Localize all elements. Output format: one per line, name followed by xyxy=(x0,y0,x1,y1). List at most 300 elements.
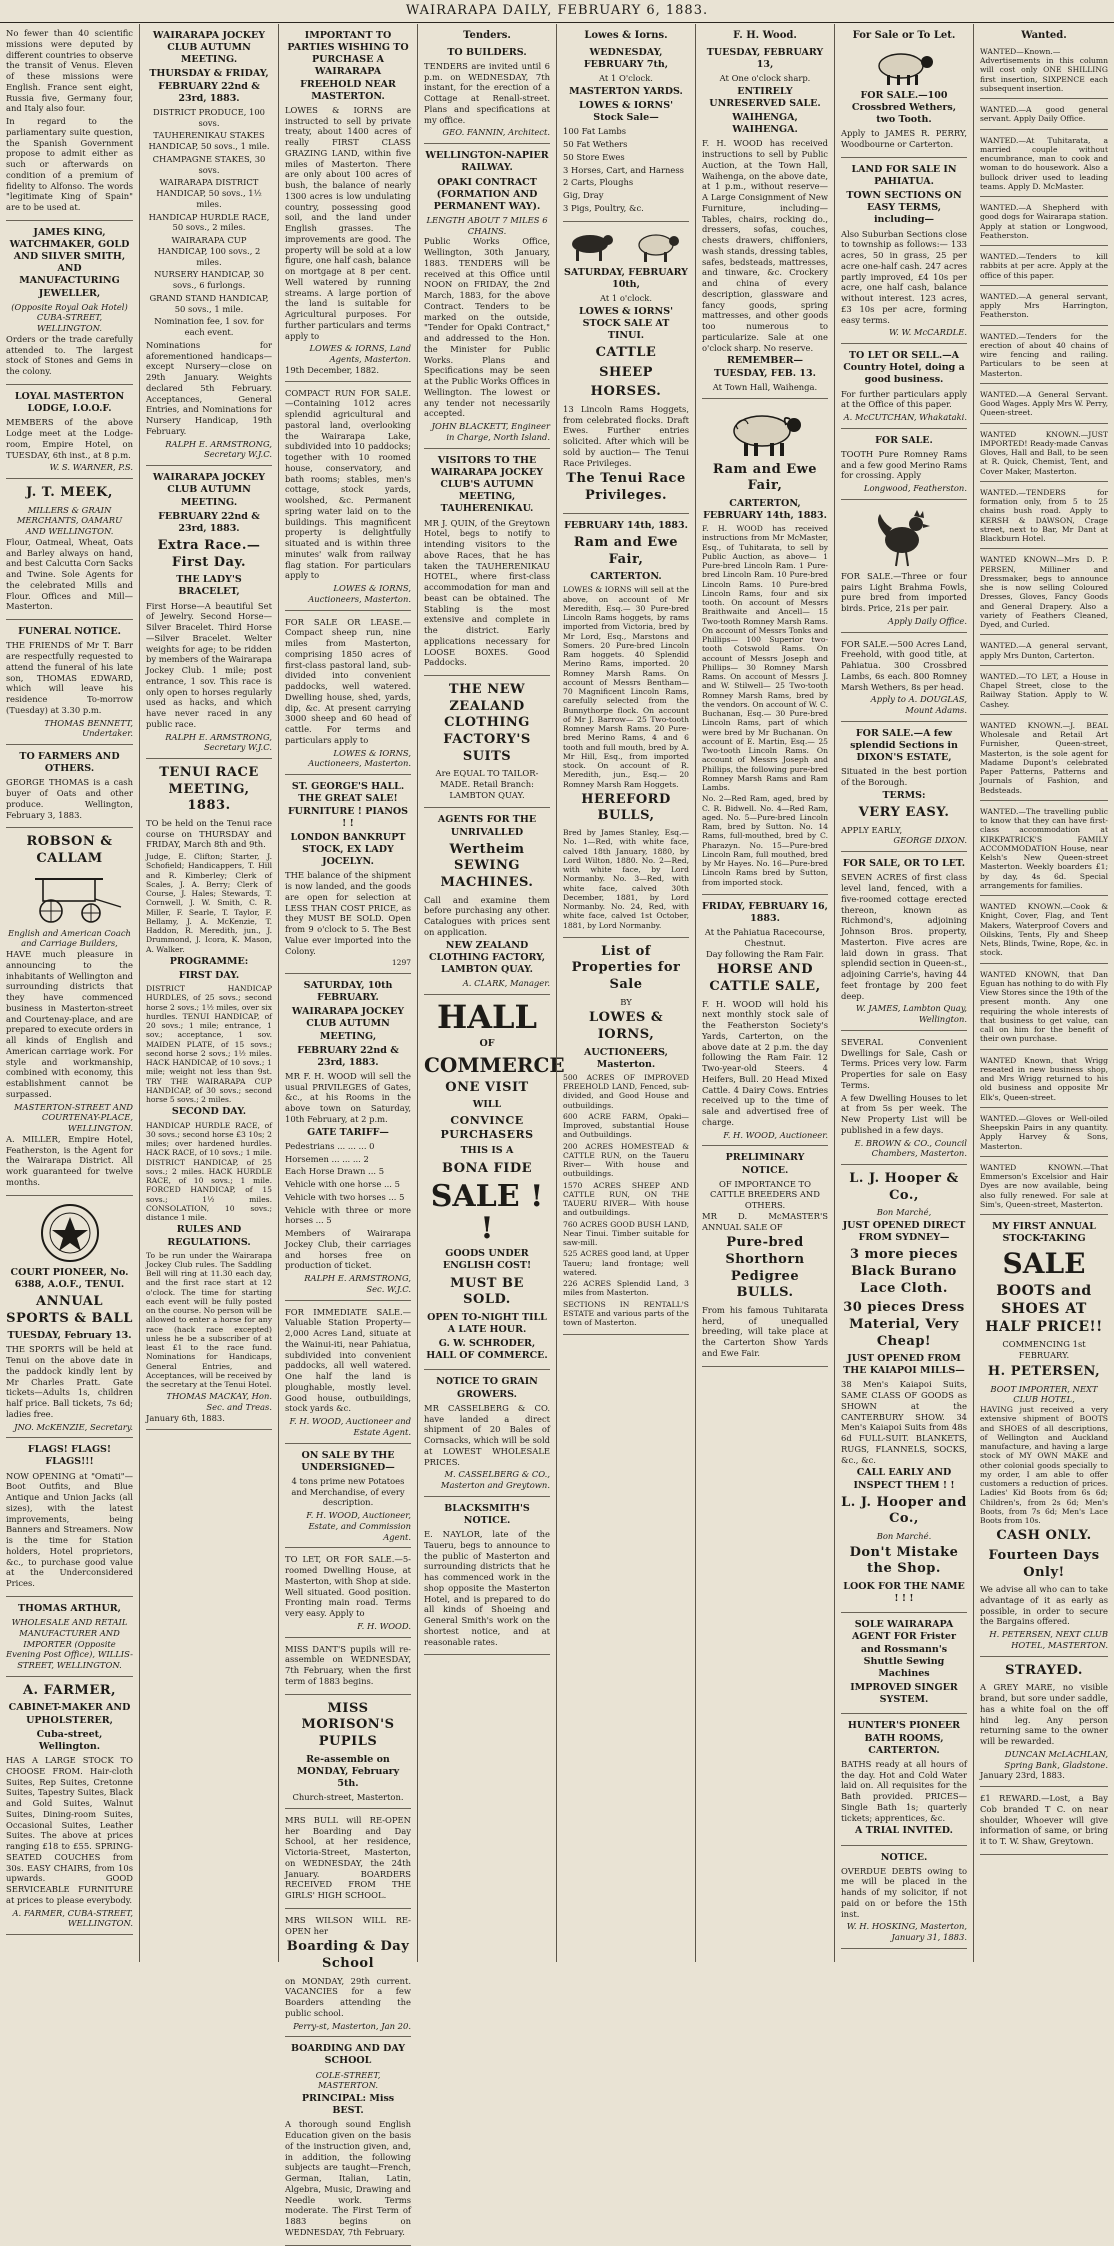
ad-body: FOR IMMEDIATE SALE.—Valuable Station Property—2,000 Acres Land, situate at the Wainui-iti, near Pahiatua, subdivided into convenient paddocks, all well watered. One half the land is ploughable, mostly level. Good house, outbuildings, stock yards &c. xyxy=(285,1306,411,1414)
ad-title: H. PETERSEN, xyxy=(987,1363,1101,1379)
ad-title: HUNTER'S PIONEER BATH ROOMS, CARTERTON. xyxy=(847,1720,961,1756)
ad-body: Situated in the best portion of the Borough. xyxy=(841,766,967,788)
ad-body: First Horse—A beautiful Set of Jewelry. Second Horse—Silver Bracelet. Third Horse—Silver Bracelet. Welter weights for age; to be ridden by members of the Wairarapa Jockey Club. 1 mile; post entrance, 1 sov. This race is only open to horses regularly used as hacks, and which have never raced in any public race. xyxy=(146,600,272,729)
ad-signature: F. H. WOOD, Auctioneer, Estate, and Commission Agent. xyxy=(306,1510,411,1542)
ad-body: LOWES & IORNS are instructed to sell by private treaty, about 1400 acres of really FIRST CLASS GRAZING LAND, within five miles of Masterton. There are only about 100 acres of bush, the balance of nearly 1300 acres is low undulating country, possessing good soil, and the land under English grasses. The improvements are good. The property will be sold at a low figure, one half cash, balance on mortgage at 8 per cent. Well watered by running streams. A large portion of the land is suitable for Agricultural purposes. For further particulars and terms apply to xyxy=(285,104,411,341)
ad-subtitle: AUCTIONEERS, Masterton. xyxy=(584,1046,668,1070)
ad-dwelling xyxy=(841,858,967,1031)
stock-item: Gig, Dray xyxy=(563,190,604,201)
wanted-item: WANTED.—At Tuhitarata, a married couple without encumbrance, man to cook and woman to do housework. Also a bullock driver used to leading teams. Apply D. McMaster. xyxy=(980,136,1108,198)
ad-signature: RALPH E. ARMSTRONG, Secretary W.J.C. xyxy=(165,438,272,460)
ad-note: Nomination fee, 1 sov. for each event. xyxy=(154,316,264,338)
gate-tariff-row: Vehicle with three or more horses ... 5 xyxy=(285,1204,411,1226)
ad-title: L. J. Hooper and Co., xyxy=(841,1494,967,1527)
ad-railway xyxy=(424,150,550,449)
ad-place: CARTERTON. xyxy=(590,571,662,583)
ad-signature: Apply Daily Office. xyxy=(887,615,967,626)
ad-body: From his famous Tuhitarata herd, of unequalled breeding, will take place at the Carterton Show Yards and Ewe Fair. xyxy=(702,1304,828,1358)
wanted-list xyxy=(980,47,1108,1215)
ad-body: 13 Lincoln Rams Hoggets, from celebrated flocks. Draft Ewes. Further entries solicited. After which will be sold by auction— The Tenui Race Privileges. xyxy=(563,403,689,468)
section-title: PROGRAMME: xyxy=(169,955,249,967)
ad-arthur xyxy=(6,1603,133,1677)
ad-freehold xyxy=(285,30,411,382)
column-7 xyxy=(834,24,973,1962)
ad-title: WAIHENGA, WAIHENGA. xyxy=(732,112,798,136)
event-list xyxy=(146,107,272,315)
ad-hall-of-commerce xyxy=(424,997,565,1371)
ad-title: SATURDAY, 10th FEBRUARY. xyxy=(303,979,393,1004)
wanted-item: WANTED.—The travelling public to know that they can have first-class accommodation at KIRKPATRICK'S FAMILY ACCOMMODATION House, near Kelsh's New Queen-street Masterton. Weekly boarders £1; by day, 4s 6d. Special arrangements for families. xyxy=(980,807,1108,896)
ad-title: Extra Race.—First Day. xyxy=(157,537,261,570)
ad-title: Ram and Ewe Fair, xyxy=(573,534,679,567)
ad-body: We advise all who can to take advantage of it as early as possible, in order to secure the Bargains offered. xyxy=(980,1584,1108,1627)
ad-body: A thorough sound English Education given on the basis of the instruction given, and, in addition, the following subjects are taught—French, German, Italian, Latin, Algebra, Music, Drawing and Needle work. Terms moderate. The First Term of 1883 begins on WEDNESDAY, 7th February. xyxy=(285,2119,411,2237)
ad-subtitle: WHOLESALE AND RETAIL MANUFACTURER AND IMPORTER (Opposite Evening Post Office), WILLIS-STREET, WELLINGTON. xyxy=(6,1617,133,1671)
ad-title: J. T. MEEK, xyxy=(26,485,113,500)
ad-date: TUESDAY, FEBRUARY 13, xyxy=(706,46,824,70)
ad-notice xyxy=(841,1852,967,1949)
ad-signature: GEO. FANNIN, Architect. xyxy=(442,127,550,138)
ad-robson xyxy=(6,834,133,1195)
event-item: HANDICAP HURDLE RACE, 50 sovs., 2 miles. xyxy=(148,211,270,233)
ad-title: L. J. Hooper & Co., xyxy=(849,1171,959,1203)
ad-subtitle: BOOT IMPORTER, NEXT CLUB HOTEL, xyxy=(990,1383,1098,1405)
ad-body: MRS BULL will RE-OPEN her Boarding and Day School, at her residence, Victoria-Street, Masterton, on WEDNESDAY, the 24th January. BOARDERS RECEIVED FROM THE GIRLS' HIGH SCHOOL. xyxy=(285,1814,411,1901)
ad-meek xyxy=(6,485,133,620)
ad-signature: F. H. WOOD, Auctioneer and Estate Agent. xyxy=(289,1416,411,1437)
event-item: GRAND STAND HANDICAP, 50 sovs., 1 mile. xyxy=(149,292,269,314)
ad-date: FEBRUARY 22nd & 23rd, 1883. xyxy=(297,1044,399,1068)
ad-line: APPLY EARLY, xyxy=(841,824,903,835)
ad-title: Boarding & Day School xyxy=(286,1939,410,1971)
ad-word: CATTLE xyxy=(595,345,657,361)
ad-word: HORSES. xyxy=(590,384,662,400)
ad-body: For further particulars apply at the Office of this paper. xyxy=(841,388,967,410)
column-heading: Tenders. xyxy=(463,30,511,41)
column-2 xyxy=(139,24,278,1962)
ad-signature: W. W. McCARDLE. xyxy=(888,327,967,338)
ad-body: TO LET, OR FOR SALE.—5-roomed Dwelling House, at Masterton, with Shop at side. Well situated. Good position. Fronting main road. Terms very easy. Apply to xyxy=(285,1554,411,1619)
ad-line: CASH ONLY. xyxy=(996,1528,1092,1544)
ad-line: CONVINCE PURCHASERS xyxy=(440,1114,534,1142)
ad-body: F. H. WOOD will hold his next monthly stock sale of the Featherston Society's Yards, Carterton, on the above date at 2 p.m. the day following the Ram Fair. 12 Two-year-old Steers. 4 Heifers, Bull. 20 Head Mixed Cattle. 4 Dairy Cows. Entries received up to the time of sale and advertised free of charge. xyxy=(702,998,828,1127)
ad-body: MR F. H. WOOD will sell the usual PRIVILEGES of Gates, &c., at his Rooms in the above town on Saturday, 10th February, at 2 p.m. xyxy=(285,1070,411,1124)
ad-subtitle: COLE-STREET, MASTERTON. xyxy=(315,2069,381,2091)
gate-tariff-row: Horsemen ... ... ... 2 xyxy=(285,1153,369,1164)
ad-body: DISTRICT HANDICAP HURDLES, of 25 sovs.; second horse 2 sovs.; 1½ miles, over six hurdles. TENUI HANDICAP, of 20 sovs.; 1 mile; entrance, 1 sov.; acceptance, 1 sov. MAIDEN PLATE, of 15 sovs.; second horse 2 sovs.; 1½ miles. HACK HANDICAP, of 10 sovs.; 1 mile; weight not less than 9st. TRY THE WAIRARAPA CUP HANDICAP, of 30 sovs.; second horse 5 sovs.; 2 miles. xyxy=(146,984,272,1105)
ad-line: MUST BE SOLD. xyxy=(450,1275,524,1308)
ad-title: LAND FOR SALE IN PAHIATUA. xyxy=(851,163,957,187)
ad-land-lambs xyxy=(841,639,967,722)
ad-preliminary xyxy=(702,1152,828,1366)
ad-date: FRIDAY, FEBRUARY 16, 1883. xyxy=(702,900,828,925)
ad-ram-fair xyxy=(563,520,689,938)
event-item: TAUHERENIKAU STAKES HANDICAP, 50 sovs., 1 mile. xyxy=(148,130,270,152)
ad-date: 19th December, 1882. xyxy=(285,364,380,375)
ad-signature: LOWES & IORNS, Land Agents, Masterton. xyxy=(309,343,411,365)
stock-item: 2 Carts, Ploughs xyxy=(563,177,634,188)
ad-signature: RALPH E. ARMSTRONG, Secretary W.J.C. xyxy=(165,731,272,753)
ad-place: Cuba-street, Wellington. xyxy=(36,1728,103,1752)
ad-signature: DUNCAN McLACHLAN, Spring Bank, Gladstone. xyxy=(1004,1748,1108,1770)
ad-romney xyxy=(841,435,967,500)
ad-privileges xyxy=(285,980,411,1301)
gate-tariff-row: Pedestrians ... ... ... 0 xyxy=(285,1140,375,1151)
ad-title: LOYAL MASTERTON LODGE, I.O.O.F. xyxy=(14,390,125,415)
ad-farmers xyxy=(6,751,133,828)
ad-subtitle: LENGTH ABOUT 7 MILES 6 CHAINS. xyxy=(426,214,548,236)
court-seal-icon xyxy=(6,1202,133,1264)
ad-body: 4 tons prime new Potatoes and Merchandise, of every description. xyxy=(291,1475,405,1508)
ad-signature: Longwood, Featherston. xyxy=(863,483,967,494)
ad-lease xyxy=(285,617,411,776)
ad-title: FOR SALE.—A few splendid Sections in DIXON'S ESTATE, xyxy=(850,727,958,764)
ad-subtitle: TOWN SECTIONS ON EASY TERMS, including— xyxy=(846,190,962,226)
wanted-item: WANTED.—A Shepherd with good dogs for Wairarapa station. Apply at station or Longwood, Featherston. xyxy=(980,203,1108,246)
ad-title: TO LET OR SELL.—A Country Hotel, doing a good business. xyxy=(843,350,965,386)
ad-place: At Town Hall, Waihenga. xyxy=(712,381,818,392)
ad-ram-fair-wood xyxy=(702,405,828,895)
ad-subtitle: IMPROVED SINGER SYSTEM. xyxy=(850,1682,958,1706)
ram-icon xyxy=(702,405,828,459)
ad-signature: LOWES & IORNS, Auctioneers, Masterton. xyxy=(308,747,411,769)
ad-line: 30 pieces Dress Material, Very Cheap! xyxy=(843,1300,965,1349)
news-item xyxy=(6,28,133,221)
ad-title: SALE xyxy=(1002,1247,1086,1281)
ad-subtitle: MILLERS & GRAIN MERCHANTS, OAMARU AND WELLINGTON. xyxy=(16,504,123,537)
wanted-item: WANTED KNOWN.—That Emmerson's Excelsior and Hair Dyes are now available, being also fully renewed. For sale at Sim's, Queen-street, Masterton. xyxy=(980,1163,1108,1215)
ad-line: Don't Mistake the Shop. xyxy=(849,1544,959,1577)
ad-body: F. H. WOOD has received instructions to sell by Public Auction, at the Town Hall, Waihenga, on the above date, at 1 p.m., without reserve— A Large Consignment of New Furniture, including— Tables, chairs, rocking do., dressers, sofas, couches, chests drawers, chiffoniers, wash stands, dressing tables, safes, bedsteads, mattresses, and tinware, &c. Crockery and china of every description, glassware and fancy goods, spring mattresses, and other goods too numerous to particularize. Sale at one o'clock sharp. No reserve. xyxy=(702,138,828,353)
ad-title: BLACKSMITH'S NOTICE. xyxy=(444,1502,530,1526)
ad-body: THE balance of the shipment is now landed, and the goods are open for selection at LESS THAN COST PRICE, as they MUST BE SOLD. Open from 9 o'clock to 5. The Best Value ever imported into the Colony. xyxy=(285,870,411,956)
ad-title: Pure-bred Shorthorn Pedigree BULLS. xyxy=(725,1235,805,1301)
ad-subtitle: TERMS: xyxy=(882,789,926,801)
ad-title: SOLE WAIRARAPA AGENT FOR Frister and Rossmann's Shuttle Sewing Machines xyxy=(852,1619,956,1679)
ad-great-sale xyxy=(285,781,411,974)
ad-signature: A. CLARK, Manager. xyxy=(462,978,550,989)
ad-word: SHEEP xyxy=(599,364,653,380)
ad-body: HAVE much pleasure in announcing to the inhabitants of Wellington and surrounding districts that they have commenced business in Masterton-street and Courtenay-place, and are prepared to execute orders in all kinds of English and American carriage work. For style and workmanship, combined with economy, this establishment cannot be surpassed. xyxy=(6,949,133,1099)
ad-date: TUESDAY, February 13. xyxy=(7,1330,132,1342)
ad-body: MR CASSELBERG & CO. have landed a direct shipment of 20 Bales of Cornsacks, which will be sold at LOWEST WHOLESALE PRICES. xyxy=(424,1402,550,1467)
ad-reward xyxy=(980,1793,1108,1855)
ad-body: Orders or the trade carefully attended to. The largest stock of Stones and Gems in the colony. xyxy=(6,333,133,377)
paragraph: No fewer than 40 scientific missions were deputed by different countries to observe the transit of Venus. Eleven of these missions were English. France sent eight, Russia five, Germany four, and Italy also four. xyxy=(6,28,133,114)
ad-line: REMEMBER—TUESDAY, FEB. 13. xyxy=(714,355,816,379)
ad-title: STRAYED. xyxy=(1005,1662,1083,1678)
column-heading: For Sale or To Let. xyxy=(852,30,956,41)
ad-tenui-races xyxy=(146,765,272,1430)
property-item: 760 ACRES GOOD BUSH LAND, Near Tinui. Timber suitable for saw-mill. xyxy=(563,1219,689,1248)
ad-title: ENTIRELY UNRESERVED SALE. xyxy=(709,85,821,110)
ad-title: BOARDING AND DAY SCHOOL xyxy=(290,2043,406,2067)
ad-subtitle: Re-assemble on MONDAY, February 5th. xyxy=(296,1753,400,1789)
ad-line: JUST OPENED FROM THE KAIAPOI MILLS— xyxy=(843,1353,965,1377)
ad-title: HALL xyxy=(436,997,538,1036)
ad-subtitle: (Opposite Royal Oak Hotel) CUBA-STREET, WELLINGTON. xyxy=(11,301,128,334)
ad-body: LOWES & IORNS will sell at the above, on account of Mr Meredith, Esq.— 30 Pure-bred Lincoln Rams hoggets, by rams imported from Victoria, bred by Mr Lord, Esq., Marstons and Somers. 20 Pure-bred Lincoln Ram hoggets. 40 Splendid Merino Rams, imported. 20 Romney Marsh Rams. On account of Messrs Bentham— 70 Magnificent Lincoln Rams, carefully selected from the Bunnythorpe flock. On account of Mr J. Barrow— 25 Two-tooth Romney Marsh Rams. 20 Pure-bred Merino Rams, 4 and 6 tooth and full mouth, bred by A. Mr Hill, Esq., from imported stock. On account of R. Meredith, jun., Esq.— 20 Romney Marsh Ram Hoggets. xyxy=(563,585,689,789)
rooster-icon xyxy=(841,506,967,568)
wanted-item: WANTED.—Tenders for the erection of about 40 chains of wire fencing and railing. Particulars to be seen at Masterton. xyxy=(980,332,1108,384)
ad-grain xyxy=(424,1376,550,1496)
ad-jockey-club xyxy=(146,30,272,466)
gate-tariff-row: Each Horse Drawn ... 5 xyxy=(285,1166,385,1177)
ad-signature: A. FARMER, CUBA-STREET, WELLINGTON. xyxy=(12,1907,133,1929)
ad-principal: PRINCIPAL: Miss BEST. xyxy=(301,2093,395,2117)
ad-horse-cattle xyxy=(702,901,828,1147)
ad-compact-run xyxy=(285,388,411,611)
event-item: DISTRICT PRODUCE, 100 sovs. xyxy=(152,106,266,128)
ad-visitors xyxy=(424,455,550,676)
ad-line: GOODS UNDER ENGLISH COST! xyxy=(442,1248,532,1272)
ad-body: Apply to JAMES R. PERRY, Woodbourne or Carterton. xyxy=(841,128,967,150)
gate-tariff-row: Vehicle with one horse ... 5 xyxy=(285,1179,400,1190)
ad-body: FOR SALE.—Three or four pairs Light Brahma Fowls, pure bred from imported birds. Price, 21s per pair. xyxy=(841,570,967,614)
wanted-item: WANTED Known, that Wrigg reseated in new business shop, and Mrs Wrigg returned to his old business and opposite Mr Elk's, Queen-street. xyxy=(980,1056,1108,1108)
ad-title: AGENTS FOR THE UNRIVALLED xyxy=(437,814,537,838)
stock-item: 3 Horses, Cart, and Harness xyxy=(563,164,684,175)
stock-item: 3 Pigs, Poultry, &c. xyxy=(563,202,644,213)
ad-line: ONE VISIT xyxy=(445,1079,529,1095)
ad-time: At 1 O'clock. xyxy=(599,73,653,84)
ad-title: List of Properties for Sale xyxy=(571,943,681,993)
ad-on-sale xyxy=(285,1450,411,1549)
ad-signature: W. S. WARNER, P.S. xyxy=(49,462,133,473)
property-list xyxy=(563,1073,689,1328)
ad-body: THE FRIENDS of Mr T. Barr are respectfully requested to attend the funeral of his late son, THOMAS EDWARD, which will leave his residence To-morrow (Tuesday) at 3.30 p.m. xyxy=(6,640,133,715)
property-item: SECTIONS IN RENTALL'S ESTATE and various parts of the town of Masterton. xyxy=(563,1299,689,1328)
ad-title: TO BUILDERS. xyxy=(447,46,527,58)
stock-item: 100 Fat Lambs xyxy=(563,126,627,137)
ad-signature: F. H. WOOD. xyxy=(357,1620,411,1631)
ad-body: Nominations for aforementioned handicaps—except Nursery—close on 29th January. Weights declared 5th February. Acceptances, General Entries, and Nominations for Nursery Handicap, 19th February. xyxy=(146,339,272,436)
column-8 xyxy=(973,24,1114,1962)
column-heading: Wanted. xyxy=(1021,30,1067,41)
ad-subtitle: Bon Marché, xyxy=(876,1207,932,1218)
ad-dixon xyxy=(841,728,967,852)
ad-line: Fourteen Days Only! xyxy=(988,1547,1100,1580)
ad-date: FEBRUARY 22nd & 23rd, 1883. xyxy=(158,510,260,534)
ad-james-king xyxy=(6,227,133,385)
wanted-item: WANTED KNOWN, that Dan Eguan has nothing to do with Fly View Stores since the 19th of the present month. Any one requiring the whole interests of that business to get value, can call on him for the benefit of their own purchase. xyxy=(980,970,1108,1050)
ad-signature: E. BROWN & CO., Council Chambers, Masterton. xyxy=(854,1137,967,1159)
ad-line: OPEN TO-NIGHT TILL A LATE HOUR. xyxy=(427,1311,547,1335)
ad-petersen xyxy=(980,1221,1108,1657)
ad-body: Judge, E. Clifton; Starter, J. Schofield; Handicappers, T. Hill and R. Kimberley; Clerk of Scales, J. A. Berry; Clerk of Course, J. Hales; Stewards, T. Cornwell, J. W. Smith, C. R. Miller, F. Searle, T. Taylor, F. Bellamy, J. A. McKenzie, T. Haddon, R. Meredith, jun., J. Drummond, J. Icora, K. Mason, A. Walker. xyxy=(146,852,272,954)
ad-subtitle: LONDON BANKRUPT STOCK, EX LADY JOCELYN. xyxy=(290,831,406,868)
ad-body: Flour, Oatmeal, Wheat, Oats and Barley always on hand, and best Calcutta Corn Sacks and Twine. Sole Agents for the celebrated Mills and Flour. Offices and Mill—Masterton. xyxy=(6,536,133,612)
wanted-item: WANTED KNOWN.—Cook & Knight, Cover, Flag, and Tent Makers, Waterproof Covers and Oilskins, Tents, Fly and Sheep Nets, Blinds, Twine, Rope, &c. in stock. xyxy=(980,902,1108,964)
ad-time: At 1 o'clock. xyxy=(599,292,653,303)
ad-subtitle: English and American Coach and Carriage Builders, xyxy=(8,927,131,949)
wanted-item: WANTED.—Tenders to kill rabbits at per acre. Apply at the office of this paper. xyxy=(980,252,1108,286)
column-4 xyxy=(417,24,565,1962)
ad-line: BONA FIDE xyxy=(441,1160,533,1176)
ad-subtitle: NEW ZEALAND CLOTHING FACTORY, LAMBTON QUAY. xyxy=(428,939,546,975)
stock-item: 50 Store Ewes xyxy=(563,151,625,162)
ad-title: ROBSON & CALLAM xyxy=(26,834,113,866)
ad-farmer xyxy=(6,1683,133,1935)
event-item: WAIRARAPA CUP HANDICAP, 100 sovs., 2 miles. xyxy=(157,235,261,267)
ad-title: COMMERCE xyxy=(424,1052,565,1077)
ad-to-let xyxy=(285,1554,411,1637)
ad-signature: LOWES & IORNS, Auctioneers, Masterton. xyxy=(308,583,411,604)
ad-subtitle: CABINET-MAKER AND UPHOLSTERER, xyxy=(8,1702,131,1726)
livestock-icons xyxy=(563,228,689,264)
ad-title: SALE ! ! xyxy=(430,1179,544,1246)
ad-best-school xyxy=(285,2043,411,2245)
ad-wilson-school xyxy=(285,1915,411,2038)
ad-number: 1297 xyxy=(391,958,411,968)
ad-title: A. FARMER, xyxy=(22,1682,117,1698)
ad-signature: JOHN BLACKETT, Engineer in Charge, North Island. xyxy=(431,421,550,442)
property-item: 226 ACRES Splendid Land, 3 miles from Masterton. xyxy=(563,1279,689,1298)
ad-lodge xyxy=(6,391,133,479)
ad-court-pioneer xyxy=(6,1202,133,1439)
section-title: FIRST DAY. xyxy=(178,970,240,982)
ad-body: Call and examine them before purchasing any other. Catalogues with prices sent on application. xyxy=(424,894,550,937)
ad-title: THE NEW ZEALAND CLOTHING FACTORY'S SUITS xyxy=(443,682,531,764)
ad-title: ST. GEORGE'S HALL. THE GREAT SALE! FURNITURE ! PIANOS ! ! xyxy=(287,781,409,829)
ad-title: THOMAS ARTHUR, xyxy=(17,1602,121,1614)
property-item: 525 ACRES good land, at Upper Taueru; land frontage; well watered. xyxy=(563,1249,689,1277)
ad-signature: W. H. HOSKING, Masterton, January 31, 1883. xyxy=(846,1921,967,1943)
ad-builders xyxy=(424,47,550,144)
wanted-item: WANTED.—TO LET, a House in Chapel Street, close to the Railway Station. Apply to W. Cashey. xyxy=(980,672,1108,715)
ad-place: Church-street, Masterton. xyxy=(292,1792,404,1803)
ad-title: FLAGS! FLAGS! FLAGS!!! xyxy=(27,1444,112,1468)
ad-word: BY xyxy=(620,996,632,1007)
ad-signature: JNO. McKENZIE, Secretary. xyxy=(14,1421,133,1432)
ad-title: HEREFORD BULLS, xyxy=(581,791,671,824)
ad-body: F. H. WOOD has received instructions from Mr McMaster, Esq., of Tuhitarata, to sell by Public Auction, as above— 1 Pure-bred Lincoln Ram. 1 Pure-bred Lincoln Ram. 10 Pure-bred Lincoln Rams. 10 Pure-bred Lincoln Rams, four and six tooth. On account of Messrs Braithwaite and Ancell— 15 Two-tooth Romney Marsh Rams. On account of Messrs Tonks and Phillips— 100 Superior two-tooth Cotswold Rams. On account of Messrs Joseph and Phillips— 30 Romney Marsh Rams. On account of Messrs J. and W. Stilwell— 25 Two-tooth Romney Marsh Rams, bred by the vendors. On account of W. C. Buchanan, Esq.— 30 Pure-bred Lincoln Rams, part of which were bred by Mr Buchanan. On account of E. Martin, Esq.— 25 Two-tooth Lincoln Rams. On account of Messrs Joseph and Phillips, the following pure-bred Romney Marsh Rams and Ram Lambs. xyxy=(702,524,828,793)
ad-dance xyxy=(285,1644,411,1695)
ad-body: SEVEN ACRES of first class level land, fenced, with a five-roomed cottage erected thereon, known as Richmond's, adjoining Johnson Bros. property, Masterton. Five acres are laid down in grass. That splendid section in Queen-st., adjoining Carrie's, having 44 feet frontage by 200 feet deep. xyxy=(841,872,967,1001)
ad-hooper xyxy=(841,1171,967,1613)
ad-body: A few Dwelling Houses to let at from 5s per week. The New Property List will be published in a few days. xyxy=(841,1092,967,1135)
section-title: GATE TARIFF— xyxy=(307,1126,389,1138)
wanted-item: WANTED.—A good general servant. Apply Daily Office. xyxy=(980,105,1108,130)
ad-line: 3 more pieces Black Burano Lace Cloth. xyxy=(850,1247,958,1296)
ad-title: ON SALE BY THE UNDERSIGNED— xyxy=(301,1449,395,1473)
section-title: SECOND DAY. xyxy=(171,1106,247,1118)
ad-signature: THOMAS MACKAY, Hon. Sec. and Treas. xyxy=(166,1391,272,1413)
ad-body: E. NAYLOR, late of the Taueru, begs to announce to the public of Masterton and surrounding districts that he has commenced work in the shop opposite the Masterton Hotel, and is prepared to do all kinds of Shoeing and General Smith's work on the shortest notice, and at reasonable rates. xyxy=(424,1529,550,1647)
ad-body: FOR SALE.—500 Acres Land, Freehold, with good title, at Pahiatua. 300 Crossbred Lambs, 6s each. 800 Romney Marsh Wethers, 8s per head. xyxy=(841,638,967,692)
ad-frister xyxy=(841,1619,967,1714)
ad-title: PRELIMINARY NOTICE. xyxy=(725,1152,805,1176)
ad-line: CALL EARLY AND INSPECT THEM ! ! xyxy=(853,1467,955,1491)
ad-title: MISS MORISON'S PUPILS xyxy=(301,1700,395,1749)
ad-title: WAIRARAPA JOCKEY CLUB AUTUMN MEETING. xyxy=(152,30,266,66)
ad-bracelet xyxy=(146,472,272,759)
ad-line: THIS IS A xyxy=(460,1145,514,1157)
column-1 xyxy=(0,24,139,1962)
ad-word: OF xyxy=(479,1038,495,1050)
ad-body: Are EQUAL TO TAILOR-MADE. Retail Branch: LAMBTON QUAY. xyxy=(435,768,539,800)
ad-body: MISS DANT'S pupils will re-assemble on WEDNESDAY, 7th February, when the first term of 1883 begins. xyxy=(285,1643,411,1686)
ad-title: LOWES & IORNS' STOCK SALE AT TINUI. xyxy=(579,305,673,341)
ad-date: THURSDAY & FRIDAY, FEBRUARY 22nd & 23rd, 1883. xyxy=(149,68,269,104)
wanted-item: WANTED.—A general servant, apply Mrs Dunton, Carterton. xyxy=(980,641,1108,666)
ad-subtitle: OPAKI CONTRACT (FORMATION AND PERMANENT WAY). xyxy=(433,176,541,212)
ad-brahma xyxy=(841,506,967,633)
column-5 xyxy=(556,24,695,1962)
ad-date: FEBRUARY 14th, 1883. xyxy=(564,519,688,531)
bull-icon xyxy=(566,228,686,264)
masthead: WAIRARAPA DAILY, FEBRUARY 6, 1883. xyxy=(0,0,1114,23)
wanted-item: WANTED.—TENDERS for formation only, from 5 to 25 chains bush road. Apply to KERSH & DAWSON, Crage street, next to Bar, Mr Dant at Blackburn Hotel. xyxy=(980,488,1108,550)
ad-signature: RALPH E. ARMSTRONG, Sec. W.J.C. xyxy=(304,1273,411,1294)
paragraph: In regard to the parliamentary suite question, the Spanish Government propose to admit either as such or afterwards on condition of a premium of fidelity to Alfonso. The words "legitimate King of Spain" are to be used at. xyxy=(6,116,133,212)
ad-subtitle: OF IMPORTANCE TO CATTLE BREEDERS AND OTHERS. xyxy=(710,1178,820,1211)
ad-title: WAIRARAPA JOCKEY CLUB AUTUMN MEETING, xyxy=(291,1006,405,1042)
ad-blacksmith xyxy=(424,1503,550,1656)
ad-body: FOR SALE OR LEASE.—Compact sheep run, nine miles from Masterton, comprising 1850 acres of first-class pastoral land, sub-divided into convenient paddocks, well watered. Dwelling house, shed, yards, dip, &c. At present carrying 3000 sheep and 60 head of cattle. For terms and particulars apply to xyxy=(285,616,411,745)
ad-time: At One o'clock sharp. xyxy=(719,73,811,84)
ad-waihenga xyxy=(702,47,828,399)
ad-place: At the Pahiatua Racecourse, Chestnut. xyxy=(704,927,826,948)
ad-strayed xyxy=(980,1663,1108,1787)
ad-date: January 6th, 1883. xyxy=(146,1412,225,1423)
ad-signature: MASTERTON-STREET AND COURTENAY-PLACE, WELLINGTON. xyxy=(13,1101,133,1134)
ad-line: COMMENCING 1st FEBRUARY. xyxy=(1002,1339,1086,1361)
ad-body: NOW OPENING at "Omati"—Boot Outfits, and Blue Antique and Union Jacks (all sizes), with the latest improvements, being Banners and Streamers. Now is the time for Station holders, Hotel proprietors, &c., to purchase good value at the Underconsidered Prices. xyxy=(6,1470,133,1589)
ad-signature: F. H. WOOD, Auctioneer. xyxy=(723,1129,828,1140)
ad-funeral xyxy=(6,626,133,745)
ad-word: WILL xyxy=(472,1099,502,1111)
ad-title: Ram and Ewe Fair, xyxy=(712,461,818,494)
ad-country-hotel xyxy=(841,350,967,429)
ad-line: LOOK FOR THE NAME ! ! ! xyxy=(843,1581,965,1605)
ad-body: A GREY MARE, no visible brand, but sore under saddle, has a white foal on the off hind leg. Any person returning same to the owner will be rewarded. xyxy=(980,1682,1108,1747)
ad-body: TOOTH Pure Romney Rams and a few good Merino Rams for crossing. Apply xyxy=(841,448,967,481)
ad-signature: G. W. SCHRODER, HALL OF COMMERCE. xyxy=(426,1338,548,1362)
ad-title: COURT PIONEER, No. 6388, A.O.F., TENUI. xyxy=(10,1266,129,1290)
property-item: 600 ACRE FARM, Opaki— Improved, substantial House and Outbuildings. xyxy=(563,1111,689,1140)
ad-date: CARTERTON, FEBRUARY 14th, 1883. xyxy=(703,497,827,521)
gate-tariff-row: Vehicle with two horses ... 5 xyxy=(285,1191,405,1202)
ad-place: MASTERTON YARDS. xyxy=(569,85,683,97)
ad-signature: M. CASSELBERG & CO., Masterton and Greytown. xyxy=(440,1469,550,1491)
ad-body: GEORGE THOMAS is a cash buyer of Oats and other produce. Wellington, February 3, 1883. xyxy=(6,777,133,820)
ad-several-dwellings xyxy=(841,1037,967,1165)
ad-body: on MONDAY, 29th current. VACANCIES for a few Boarders attending the public school. xyxy=(285,1975,411,2018)
ad-body: HAVING just received a very extensive shipment of BOOTS and SHOES of all descriptions, of Wellington and Auckland manufacture, and having a large stock of MY OWN MAKE and other colonial goods specially to my order, I am able to offer customers a reduction of prices. Ladies' Kid Boots from 6s 6d; Children's, from 2s 6d; Men's Boots, from 7s 6d; Men's Lace Boots from 10s. xyxy=(980,1405,1108,1526)
ad-note: Day following the Ram Fair. xyxy=(705,948,825,959)
ad-stock-sale xyxy=(563,47,689,222)
ad-body: Members of Wairarapa Jockey Club, their carriages and horses free on production of ticket. xyxy=(285,1228,411,1271)
ad-morison xyxy=(285,1701,411,1809)
ad-body: A. MILLER, Empire Hotel, Featherston, is the Agent for the Wairarapa District. All work guaranteed for twelve months. xyxy=(6,1133,133,1187)
wanted-item: WANTED.—Gloves or Well-oiled Sheepskin Pairs in any quantity. Apply Harvey & Sons, Masterton. xyxy=(980,1114,1108,1157)
ad-signature: W. JAMES, Lambton Quay, Wellington. xyxy=(855,1003,967,1025)
ad-title: The Tenui Race Privileges. xyxy=(566,471,686,504)
ad-title: TO FARMERS AND OTHERS. xyxy=(19,751,120,775)
ad-title: LOWES & IORNS' Stock Sale— xyxy=(579,100,673,124)
column-heading: Lowes & Iorns. xyxy=(584,30,668,41)
ad-title: THE LADY'S BRACELET, xyxy=(176,574,242,598)
ad-signature: H. PETERSEN, NEXT CLUB HOTEL, MASTERTON. xyxy=(989,1629,1108,1650)
ad-line: JUST OPENED DIRECT FROM SYDNEY— xyxy=(842,1220,966,1244)
ad-title: FOR SALE. xyxy=(875,434,933,446)
ad-title: MY FIRST ANNUAL STOCK-TAKING xyxy=(992,1221,1096,1245)
ad-station xyxy=(285,1307,411,1444)
wanted-item: WANTED.—A general servant, apply Mrs Harrington, Featherston. xyxy=(980,292,1108,326)
ad-body: 38 Men's Kaiapoi Suits, SAME CLASS OF GOODS as SHOWN at the CANTERBURY SHOW. 34 Men's Kaiapoi Suits from 48s 6d FULL-SUIT. BLANKETS, RUGS, FLANNELS, SOCKS, &c., &c. xyxy=(841,1379,967,1465)
ad-body: OVERDUE DEBTS owing to me will be placed in the hands of my solicitor, if not paid on or before the 15th inst. xyxy=(841,1865,967,1919)
